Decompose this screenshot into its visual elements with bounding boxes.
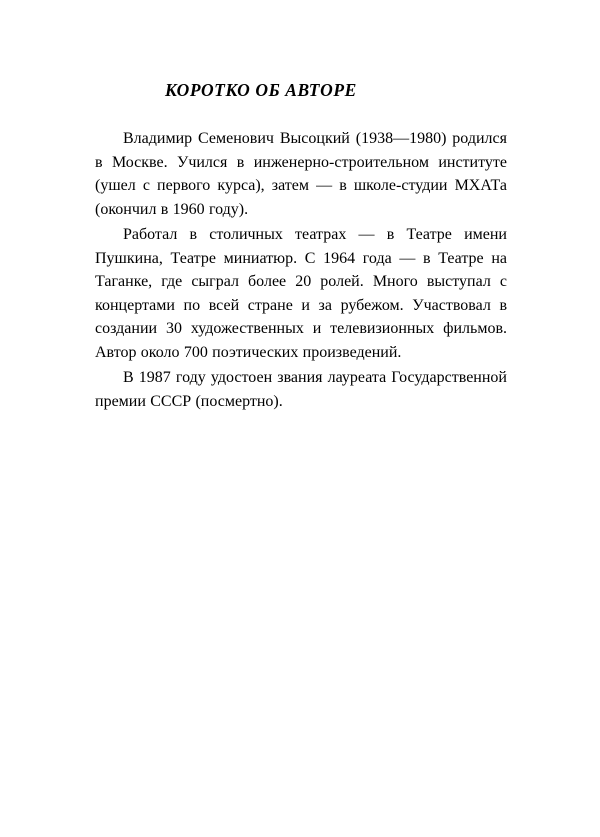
paragraph-award: В 1987 году удостоен звания лауреата Государственной премии СССР (посмертно). <box>95 369 507 410</box>
text-column <box>95 80 507 414</box>
paragraph-biography-early: Владимир Семенович Высоцкий (1938—1980) родился в Москве. Учился в инженерно-строительном институте (ушел с первого курса), затем — в школе-студии МХАТа (окончил в 1960 году). <box>95 130 507 218</box>
page-title: КОРОТКО ОБ АВТОРЕ <box>165 80 357 100</box>
paragraph-career: Работал в столичных театрах — в Театре имени Пушкина, Театре миниатюр. С 1964 года — в Театре на Таганке, где сыграл более 20 ролей. Много выступал с концертами по всей стране и за рубежом. Участвовал в создании 30 художественных и телевизионных фильмов. Автор около 700 поэтических произведений. <box>95 226 507 361</box>
